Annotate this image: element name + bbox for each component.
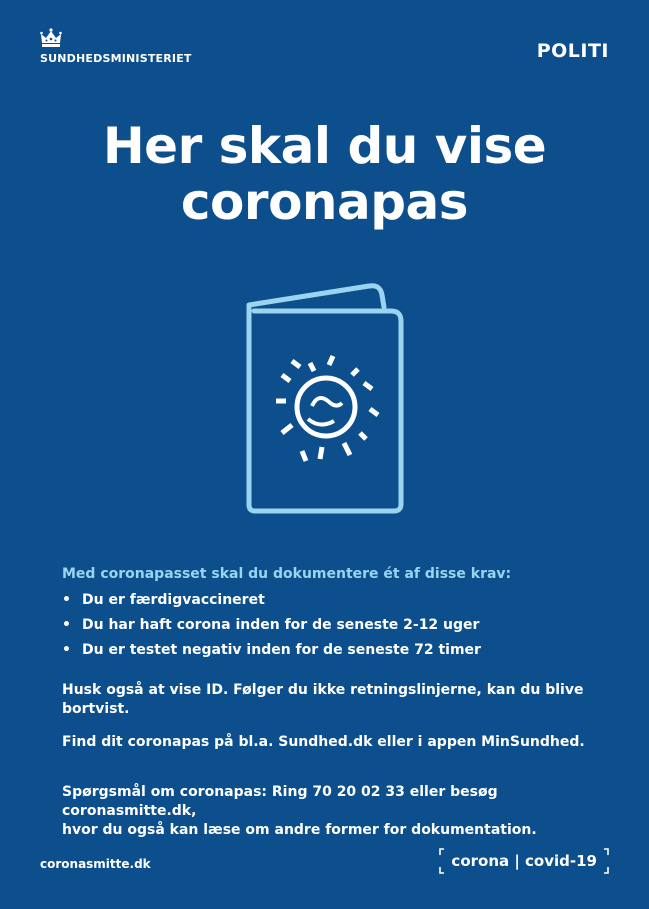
footer-url: coronasmitte.dk — [40, 857, 151, 871]
requirement-text: Du er testet negativ inden for de seneste 72 timer — [82, 642, 481, 658]
list-item — [62, 591, 602, 616]
passport-virus-icon — [244, 283, 408, 515]
crown-icon — [40, 28, 62, 48]
corona-brand-logo — [439, 848, 609, 874]
requirement-text: Du er færdigvaccineret — [82, 592, 265, 608]
id-notice: Husk også at vise ID. Følger du ikke retningslinjerne, kan du blive bortvist. — [62, 682, 584, 717]
brand-text: corona | covid-19 — [451, 852, 597, 870]
questions-line-2: hvor du også kan læse om andre former for dokumentation. — [62, 822, 537, 838]
info-section — [62, 566, 602, 840]
questions-line-1: Spørgsmål om coronapas: Ring 70 20 02 33 eller besøg coronasmitte.dk, — [62, 784, 498, 819]
list-item — [62, 641, 602, 666]
bullet: • — [62, 592, 71, 608]
ministry-logo — [40, 28, 192, 65]
list-item — [62, 616, 602, 641]
bullet: • — [62, 617, 71, 633]
bullet: • — [62, 642, 71, 658]
police-logo: POLITI — [536, 40, 609, 62]
headline-line-2: coronapas — [180, 173, 469, 231]
requirements-list — [62, 591, 602, 666]
ministry-name: SUNDHEDSMINISTERIET — [40, 52, 192, 65]
requirement-text: Du har haft corona inden for de seneste 2-12 uger — [82, 617, 480, 633]
headline — [0, 118, 649, 230]
headline-line-1: Her skal du vise — [102, 117, 547, 175]
right-bracket-icon — [603, 848, 609, 874]
requirements-intro: Med coronapasset skal du dokumentere ét af disse krav: — [62, 566, 512, 582]
find-notice: Find dit coronapas på bl.a. Sundhed.dk eller i appen MinSundhed. — [62, 734, 585, 750]
